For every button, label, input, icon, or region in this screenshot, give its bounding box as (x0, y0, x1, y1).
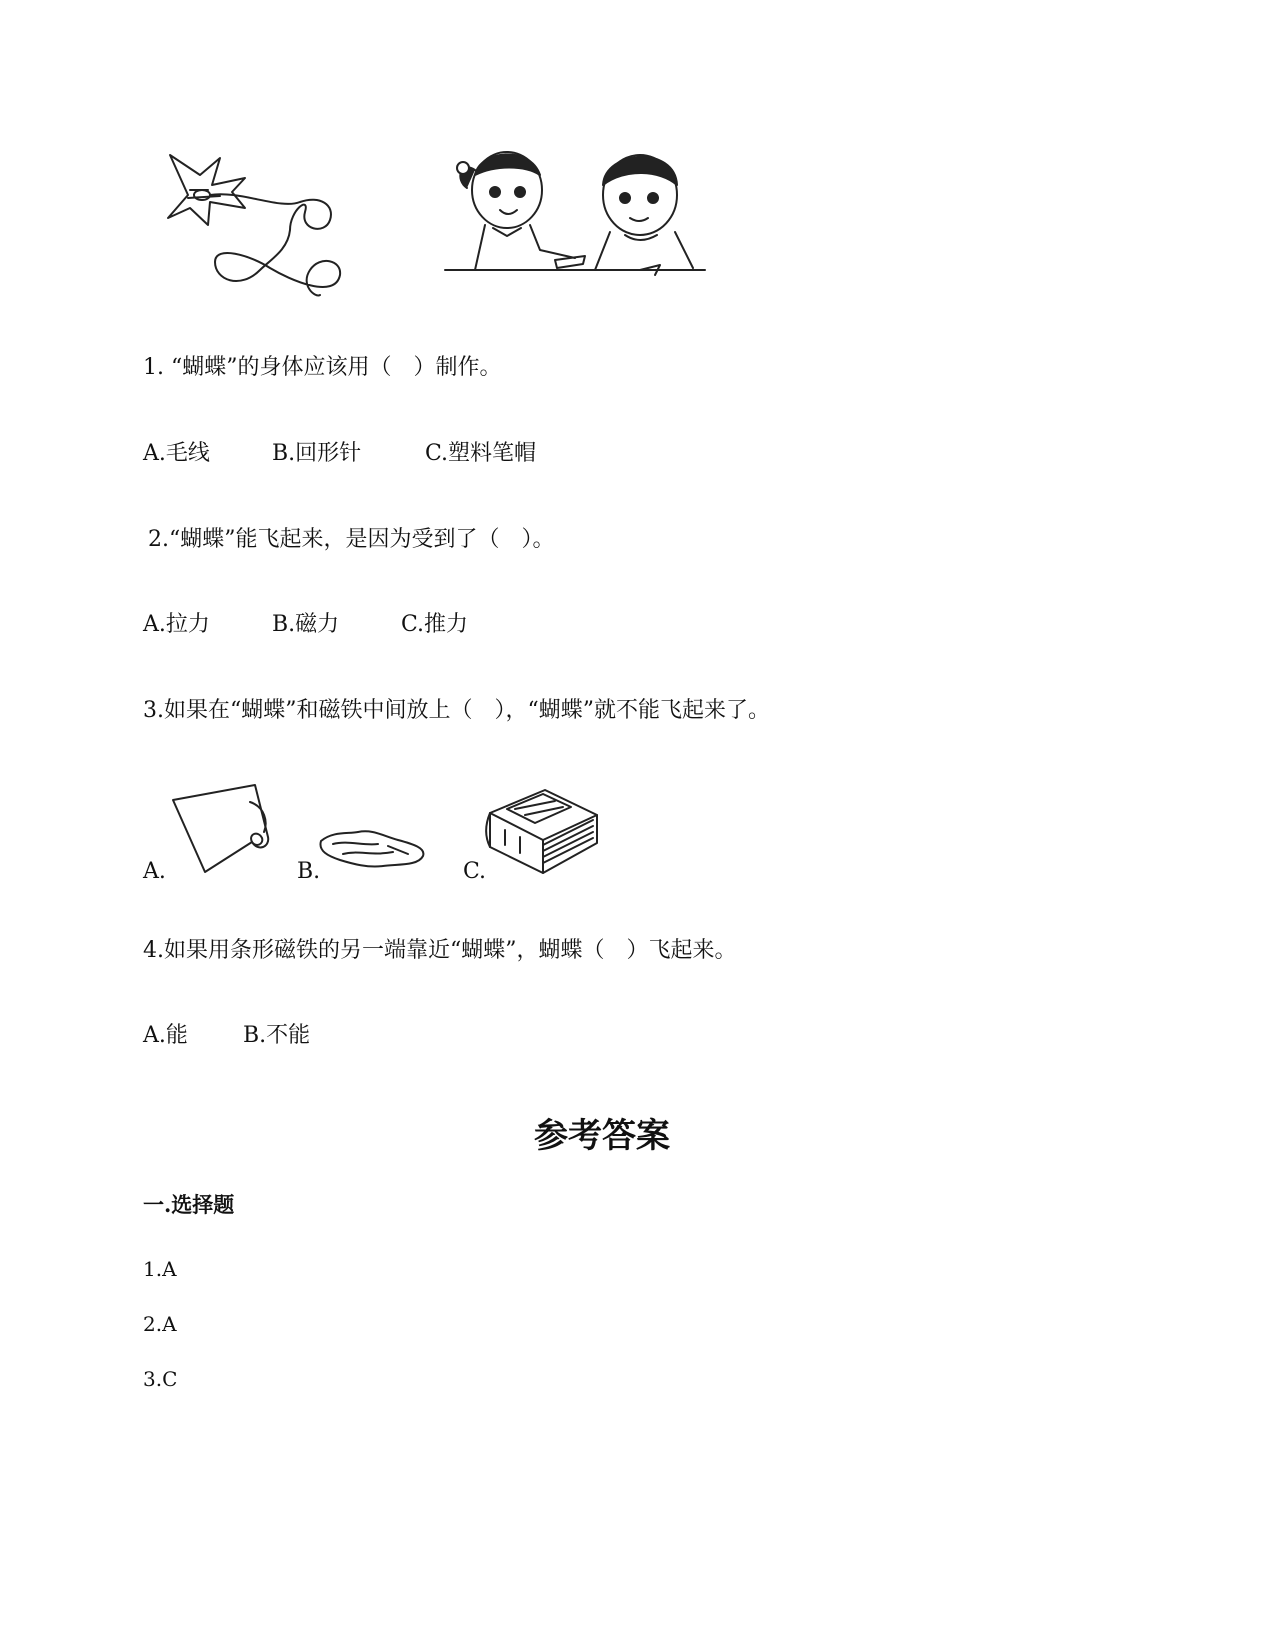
question-1-text: 1. “蝴蝶”的身体应该用（ ）制作。 (143, 355, 502, 380)
question-2-option-c: C.推力 (401, 612, 469, 637)
question-2-option-b: B.磁力 (272, 612, 340, 637)
question-4-text: 4.如果用条形磁铁的另一端靠近“蝴蝶”，蝴蝶（ ）飞起来。 (143, 938, 737, 963)
question-3-option-a: A. (143, 859, 166, 884)
answers-title: 参考答案 (534, 1116, 670, 1156)
question-4-option-b: B.不能 (243, 1023, 311, 1048)
question-3-option-c: C. (463, 859, 487, 884)
children-illustration (445, 140, 710, 280)
paper-illustration (170, 782, 275, 877)
question-1-option-c: C.塑料笔帽 (425, 441, 537, 466)
question-3-text: 3.如果在“蝴蝶”和磁铁中间放上（ ），“蝴蝶”就不能飞起来了。 (143, 698, 770, 723)
question-2-text: 2.“蝴蝶”能飞起来，是因为受到了（ ）。 (148, 527, 555, 552)
answer-item-1: 1.A (143, 1257, 177, 1281)
answer-item-2: 2.A (143, 1312, 177, 1336)
question-1-option-b: B.回形针 (272, 441, 362, 466)
book-illustration (485, 785, 603, 880)
question-4-option-a: A.能 (143, 1023, 188, 1048)
butterfly-illustration (160, 150, 360, 310)
answers-section-heading: 一.选择题 (143, 1192, 235, 1217)
question-3-option-b: B. (297, 859, 321, 884)
question-2-option-a: A.拉力 (143, 612, 210, 637)
question-1-option-a: A.毛线 (143, 441, 210, 466)
answer-item-3: 3.C (143, 1367, 178, 1391)
cloth-illustration (318, 826, 428, 871)
